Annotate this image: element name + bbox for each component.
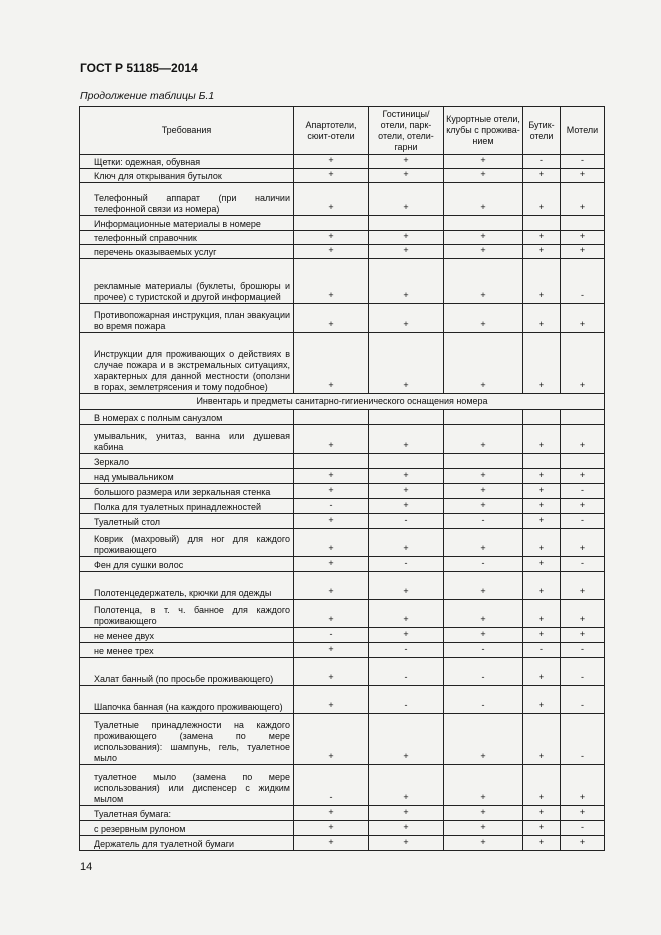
compliance-mark-cell: + (444, 836, 523, 851)
table-row (80, 658, 605, 686)
compliance-mark-cell: + (523, 169, 561, 183)
requirement-cell: Халат банный (по просьбе проживающего) (80, 658, 294, 686)
requirement-cell: Туалетные принадлежности на каждого проживающего (замена по мере использования): шампунь, гель, туалетное мыло (80, 714, 294, 765)
compliance-mark-cell: - (369, 686, 444, 714)
compliance-mark-cell: + (294, 333, 369, 394)
table-section-row (80, 394, 605, 410)
compliance-mark-cell: + (444, 155, 523, 169)
compliance-mark-cell: + (444, 469, 523, 484)
compliance-mark-cell (561, 454, 605, 469)
table-row (80, 304, 605, 333)
compliance-mark-cell: + (369, 231, 444, 245)
table-row (80, 714, 605, 765)
compliance-mark-cell: + (369, 469, 444, 484)
requirement-cell: туалетное мыло (замена по мере использования) или диспенсер с жидким мылом (80, 765, 294, 806)
compliance-mark-cell: - (561, 658, 605, 686)
compliance-mark-cell: + (444, 572, 523, 600)
table-row (80, 425, 605, 454)
section-title: Инвентарь и предметы санитарно-гигиенического оснащения номера (80, 394, 605, 410)
compliance-mark-cell: + (561, 231, 605, 245)
compliance-mark-cell (294, 216, 369, 231)
column-header: Гостиницы/ отели, парк-отели, отели-гарни (369, 107, 444, 155)
requirement-cell: Щетки: одежная, обувная (80, 155, 294, 169)
compliance-mark-cell (369, 410, 444, 425)
compliance-mark-cell: + (523, 628, 561, 643)
compliance-mark-cell: + (444, 806, 523, 821)
requirement-cell: над умывальником (80, 469, 294, 484)
compliance-mark-cell: + (523, 245, 561, 259)
compliance-mark-cell: + (369, 529, 444, 557)
compliance-mark-cell: + (523, 714, 561, 765)
compliance-mark-cell: + (444, 304, 523, 333)
compliance-mark-cell: + (523, 806, 561, 821)
compliance-mark-cell (444, 410, 523, 425)
compliance-mark-cell: + (523, 765, 561, 806)
compliance-mark-cell: + (294, 600, 369, 628)
requirement-cell: перечень оказываемых услуг (80, 245, 294, 259)
compliance-mark-cell: + (369, 765, 444, 806)
compliance-mark-cell: - (444, 643, 523, 658)
compliance-mark-cell: - (294, 499, 369, 514)
table-row (80, 169, 605, 183)
requirement-cell: большого размера или зеркальная стенка (80, 484, 294, 499)
table-row (80, 643, 605, 658)
compliance-mark-cell: - (561, 514, 605, 529)
requirement-cell: не менее трех (80, 643, 294, 658)
compliance-mark-cell: + (444, 245, 523, 259)
compliance-mark-cell: + (444, 333, 523, 394)
table-row (80, 514, 605, 529)
compliance-mark-cell (561, 410, 605, 425)
compliance-mark-cell: - (294, 765, 369, 806)
compliance-mark-cell: + (561, 765, 605, 806)
column-header: Апартотели, сюит-отели (294, 107, 369, 155)
compliance-mark-cell (444, 216, 523, 231)
compliance-mark-cell: + (369, 183, 444, 216)
compliance-mark-cell: + (561, 425, 605, 454)
compliance-mark-cell: - (561, 686, 605, 714)
compliance-mark-cell: + (294, 714, 369, 765)
requirement-cell: Полотенцедержатель, крючки для одежды (80, 572, 294, 600)
compliance-mark-cell: + (523, 231, 561, 245)
requirement-cell: с резервным рулоном (80, 821, 294, 836)
compliance-mark-cell: - (561, 155, 605, 169)
requirement-cell: Зеркало (80, 454, 294, 469)
compliance-mark-cell: + (294, 514, 369, 529)
compliance-mark-cell: + (561, 572, 605, 600)
requirement-cell: В номерах с полным санузлом (80, 410, 294, 425)
table-row (80, 529, 605, 557)
compliance-mark-cell: + (523, 658, 561, 686)
table-row (80, 572, 605, 600)
compliance-mark-cell (444, 454, 523, 469)
compliance-mark-cell: + (523, 514, 561, 529)
requirement-cell: Инструкции для проживающих о действиях в случае пожара и в экстремальных ситуациях, характерных для данной местности (оползни в горах, землетрясения и тому подобное) (80, 333, 294, 394)
page-number: 14 (80, 861, 93, 873)
requirement-cell: Ключ для открывания бутылок (80, 169, 294, 183)
compliance-mark-cell: + (523, 836, 561, 851)
compliance-mark-cell: + (444, 765, 523, 806)
compliance-mark-cell: - (444, 557, 523, 572)
compliance-mark-cell: - (369, 643, 444, 658)
column-header: Курортные отели, клубы с прожива-нием (444, 107, 523, 155)
column-header: Мотели (561, 107, 605, 155)
compliance-mark-cell: + (561, 600, 605, 628)
compliance-mark-cell: - (444, 514, 523, 529)
compliance-mark-cell: + (294, 658, 369, 686)
requirement-cell: Коврик (махровый) для ног для каждого проживающего (80, 529, 294, 557)
compliance-mark-cell: - (561, 557, 605, 572)
compliance-mark-cell: - (561, 821, 605, 836)
compliance-mark-cell: + (294, 557, 369, 572)
compliance-mark-cell: + (523, 499, 561, 514)
requirement-cell: Полка для туалетных принадлежностей (80, 499, 294, 514)
compliance-mark-cell (523, 216, 561, 231)
compliance-mark-cell: + (561, 628, 605, 643)
compliance-mark-cell: + (369, 484, 444, 499)
compliance-mark-cell: + (369, 425, 444, 454)
compliance-mark-cell: + (369, 714, 444, 765)
compliance-mark-cell: + (523, 259, 561, 304)
compliance-mark-cell: + (444, 714, 523, 765)
compliance-mark-cell: + (561, 499, 605, 514)
compliance-mark-cell: + (444, 484, 523, 499)
compliance-mark-cell: + (369, 572, 444, 600)
compliance-mark-cell: + (523, 484, 561, 499)
requirement-cell: Противопожарная инструкция, план эвакуации во время пожара (80, 304, 294, 333)
requirement-cell: не менее двух (80, 628, 294, 643)
compliance-mark-cell: + (294, 686, 369, 714)
compliance-mark-cell: + (561, 333, 605, 394)
compliance-mark-cell: + (523, 529, 561, 557)
compliance-mark-cell: - (369, 514, 444, 529)
compliance-mark-cell: + (369, 304, 444, 333)
table-row (80, 259, 605, 304)
compliance-mark-cell: + (294, 572, 369, 600)
compliance-mark-cell: + (444, 600, 523, 628)
compliance-mark-cell: + (561, 836, 605, 851)
requirement-cell: Полотенца, в т. ч. банное для каждого проживающего (80, 600, 294, 628)
compliance-mark-cell: + (369, 169, 444, 183)
compliance-mark-cell (294, 410, 369, 425)
column-header: Бутик-отели (523, 107, 561, 155)
table-row (80, 410, 605, 425)
compliance-mark-cell: + (294, 821, 369, 836)
compliance-mark-cell (523, 454, 561, 469)
requirement-cell: умывальник, унитаз, ванна или душевая кабина (80, 425, 294, 454)
compliance-mark-cell: + (444, 425, 523, 454)
table-row (80, 183, 605, 216)
requirement-cell: Информационные материалы в номере (80, 216, 294, 231)
requirement-cell: рекламные материалы (буклеты, брошюры и прочее) с туристской и другой информацией (80, 259, 294, 304)
table-row (80, 484, 605, 499)
table-row (80, 836, 605, 851)
compliance-mark-cell: + (369, 259, 444, 304)
compliance-mark-cell: + (444, 499, 523, 514)
compliance-mark-cell: + (561, 469, 605, 484)
compliance-mark-cell: + (294, 806, 369, 821)
compliance-mark-cell: + (294, 245, 369, 259)
compliance-mark-cell: + (444, 183, 523, 216)
compliance-mark-cell: + (369, 628, 444, 643)
compliance-mark-cell (523, 410, 561, 425)
compliance-mark-cell: + (444, 259, 523, 304)
compliance-mark-cell: + (561, 183, 605, 216)
table-row (80, 333, 605, 394)
compliance-mark-cell: + (561, 529, 605, 557)
compliance-mark-cell: + (523, 304, 561, 333)
compliance-mark-cell: + (294, 484, 369, 499)
requirement-cell: Шапочка банная (на каждого проживающего) (80, 686, 294, 714)
compliance-mark-cell: + (523, 572, 561, 600)
compliance-mark-cell: + (294, 425, 369, 454)
requirements-table (79, 106, 605, 851)
compliance-mark-cell: + (561, 304, 605, 333)
requirement-cell: Телефонный аппарат (при наличии телефонной связи из номера) (80, 183, 294, 216)
table-row (80, 155, 605, 169)
table-row (80, 821, 605, 836)
column-header: Требования (80, 107, 294, 155)
compliance-mark-cell: - (523, 155, 561, 169)
compliance-mark-cell: + (523, 600, 561, 628)
compliance-mark-cell: + (561, 806, 605, 821)
requirement-cell: телефонный справочник (80, 231, 294, 245)
requirement-cell: Туалетная бумага: (80, 806, 294, 821)
compliance-mark-cell: + (523, 425, 561, 454)
compliance-mark-cell: + (561, 245, 605, 259)
table-row (80, 454, 605, 469)
standard-code: ГОСТ Р 51185—2014 (80, 61, 198, 75)
compliance-mark-cell: + (523, 333, 561, 394)
compliance-mark-cell: + (444, 529, 523, 557)
compliance-mark-cell: + (369, 821, 444, 836)
compliance-mark-cell: - (294, 628, 369, 643)
compliance-mark-cell: + (369, 836, 444, 851)
compliance-mark-cell: + (369, 600, 444, 628)
compliance-mark-cell: - (444, 686, 523, 714)
compliance-mark-cell: + (369, 499, 444, 514)
compliance-mark-cell: + (369, 155, 444, 169)
table-row (80, 557, 605, 572)
compliance-mark-cell: + (523, 821, 561, 836)
compliance-mark-cell: + (444, 821, 523, 836)
compliance-mark-cell: + (444, 628, 523, 643)
compliance-mark-cell: + (294, 304, 369, 333)
table-row (80, 686, 605, 714)
compliance-mark-cell: + (294, 259, 369, 304)
compliance-mark-cell: + (294, 836, 369, 851)
compliance-mark-cell: - (561, 484, 605, 499)
compliance-mark-cell (561, 216, 605, 231)
compliance-mark-cell: + (294, 231, 369, 245)
table-row (80, 806, 605, 821)
table-row (80, 231, 605, 245)
compliance-mark-cell: + (369, 806, 444, 821)
compliance-mark-cell: + (523, 557, 561, 572)
table-row (80, 600, 605, 628)
compliance-mark-cell (369, 454, 444, 469)
requirement-cell: Держатель для туалетной бумаги (80, 836, 294, 851)
compliance-mark-cell: + (369, 333, 444, 394)
compliance-mark-cell: + (294, 469, 369, 484)
compliance-mark-cell: - (523, 643, 561, 658)
table-row (80, 499, 605, 514)
compliance-mark-cell: - (561, 643, 605, 658)
compliance-mark-cell: + (294, 155, 369, 169)
compliance-mark-cell: + (444, 169, 523, 183)
requirement-cell: Туалетный стол (80, 514, 294, 529)
compliance-mark-cell: - (369, 658, 444, 686)
table-header-row (80, 107, 605, 155)
compliance-mark-cell: + (294, 183, 369, 216)
compliance-mark-cell: - (561, 714, 605, 765)
compliance-mark-cell: + (561, 169, 605, 183)
compliance-mark-cell: + (294, 529, 369, 557)
table-row (80, 469, 605, 484)
compliance-mark-cell: + (294, 169, 369, 183)
compliance-mark-cell: + (523, 183, 561, 216)
compliance-mark-cell: + (294, 643, 369, 658)
compliance-mark-cell (294, 454, 369, 469)
compliance-mark-cell: + (523, 686, 561, 714)
compliance-mark-cell: + (523, 469, 561, 484)
compliance-mark-cell: + (444, 231, 523, 245)
compliance-mark-cell: - (561, 259, 605, 304)
table-row (80, 628, 605, 643)
compliance-mark-cell: + (369, 245, 444, 259)
requirement-cell: Фен для сушки волос (80, 557, 294, 572)
table-row (80, 216, 605, 231)
table-row (80, 765, 605, 806)
table-row (80, 245, 605, 259)
compliance-mark-cell: - (444, 658, 523, 686)
compliance-mark-cell: - (369, 557, 444, 572)
table-continuation-caption: Продолжение таблицы Б.1 (80, 90, 215, 102)
compliance-mark-cell (369, 216, 444, 231)
